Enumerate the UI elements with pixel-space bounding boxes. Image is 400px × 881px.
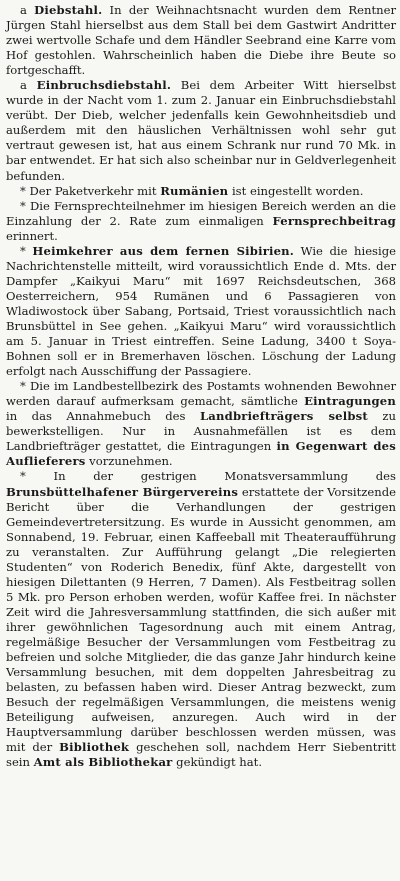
text-run: a [20, 3, 35, 17]
text-run: zu bewerkstelligen. Nur in Ausnahmefällen ist es dem Landbriefträger gestattet, die Eintragungen [6, 409, 396, 454]
text-run: vorzunehmen. [85, 454, 173, 469]
bold-heading-run: Landbriefträgers selbst [199, 409, 368, 424]
bold-heading-run: Eintragungen [304, 394, 396, 409]
text-run: a [20, 78, 37, 93]
article-buergerverein [6, 469, 396, 770]
article-diebstahl [6, 3, 396, 78]
article-fernsprechbeitrag [6, 199, 396, 244]
article-paketverkehr-rumaenien [6, 184, 396, 199]
text-run: * Der Paketverkehr mit [20, 183, 161, 198]
article-landbestellbezirk-postamt [6, 379, 396, 469]
text-run: Bei dem Arbeiter Witt hierselbst wurde in der Nacht vom 1. zum 2. Januar ein Einbruchsdiebstahl verübt. Der Dieb, welcher jedenfalls kein Gewohnheitsdieb und außerdem mit den häuslichen Verhältnissen wohl sehr gut vertraut gewesen ist, hat aus einem Schrank nur rund 70 Mk. in bar entwendet. Er hat sich also scheinbar nur in Geldverlegenheit befunden. [6, 78, 396, 183]
text-run: * [20, 243, 33, 258]
bold-heading-run: Fernsprechbeitrag [272, 213, 396, 228]
bold-heading-run: Amt als Bibliothekar [33, 755, 173, 770]
text-run: in das Annahmebuch des [6, 409, 200, 424]
text-run: gekündigt hat. [172, 755, 263, 770]
text-run: geschehen soll, nachdem Herr Siebentritt sein [6, 740, 396, 770]
bold-heading-run: Brunsbüttelhafener Bürgervereins [6, 484, 239, 499]
text-run: In der Weihnachtsnacht wurden dem Rentner Jürgen Stahl hierselbst aus dem Stall bei dem Gastwirt Andritter zwei wertvolle Schafe und dem Händler Seebrand eine Karre vom Hof gestohlen. Wahrscheinlich haben die Diebe ihre Beute so fortgeschafft. [6, 3, 396, 78]
bold-heading-run: Diebstahl. [34, 3, 103, 17]
text-run: erstattete der Vorsitzende Bericht über die Verhandlungen der gestrigen Gemeindevertretersitzung. Es wurde in Aussicht genommen, am Sonnabend, 19. Februar, einen Kaffeeball mit Theateraufführung zu veranstalten. Zur Aufführung gelangt „Die relegierten Studenten“ von Roderich Benedix, fünf Akte, dargestellt von hiesigen Dilettanten (9 Herren, 7 Damen). Als Festbeitrag sollen 5 Mk. pro Person erhoben werden, wofür Kaffee frei. In nächster Zeit wird die Jahresversammlung stattfinden, die sich außer mit ihrer gewöhnlichen Tagesordnung auch mit einem Antrag, regelmäßige Besucher der Versammlungen vom Festbeitrag zu befreien und solche Mitglieder, die das ganze Jahr hindurch keine Versammlung besuchen, mit dem doppelten Jahresbeitrag zu belasten, zu befassen haben wird. Dieser Antrag bezweckt, zum Besuch der regelmäßigen Versammlungen, die meistens wenig Beteiligung aufweisen, anzuregen. Auch wird in der Hauptversammlung darüber beschlossen werden müssen, was mit der [6, 484, 396, 755]
text-run: Wie die hiesige Nachrichtenstelle mitteilt, wird voraussichtlich Ende d. Mts. der Dampfer „Kaikyui Maru“ mit 1697 Reichsdeutschen, 368 Oesterreichern, 954 Rumänen und 6 Passagieren von Wladiwostock über Sabang, Portsaid, Triest voraussichtlich nach Brunsbüttel in See gehen. „Kaikyui Maru“ wird voraussichtlich am 5. Januar in Triest eintreffen. Seine Ladung, 3400 t Soya-Bohnen soll er in Bremerhaven löschen. Löschung der Ladung erfolgt nach Ausschiffung der Passagiere. [6, 243, 396, 379]
text-run: ist eingestellt worden. [228, 183, 364, 198]
bold-heading-run: Bibliothek [59, 740, 130, 755]
text-run: * Die Fernsprechteilnehmer im hiesigen Bereich werden an die Einzahlung der 2. Rate zum einmaligen [6, 198, 396, 228]
text-run: * Die im Landbestellbezirk des Postamts wohnenden Bewohner werden darauf aufmerksam gemacht, sämtliche [6, 379, 396, 409]
bold-heading-run: in Gegenwart des Auflieferers [6, 439, 396, 469]
text-run: * In der gestrigen Monatsversammlung des [20, 469, 396, 484]
bold-heading-run: Rumänien [160, 183, 229, 198]
text-run: erinnert. [6, 228, 58, 243]
article-einbruchsdiebstahl [6, 78, 396, 183]
bold-heading-run: Einbruchsdiebstahl. [36, 78, 172, 93]
article-heimkehrer-sibirien [6, 244, 396, 379]
bold-heading-run: Heimkehrer aus dem fernen Sibirien. [32, 243, 295, 258]
